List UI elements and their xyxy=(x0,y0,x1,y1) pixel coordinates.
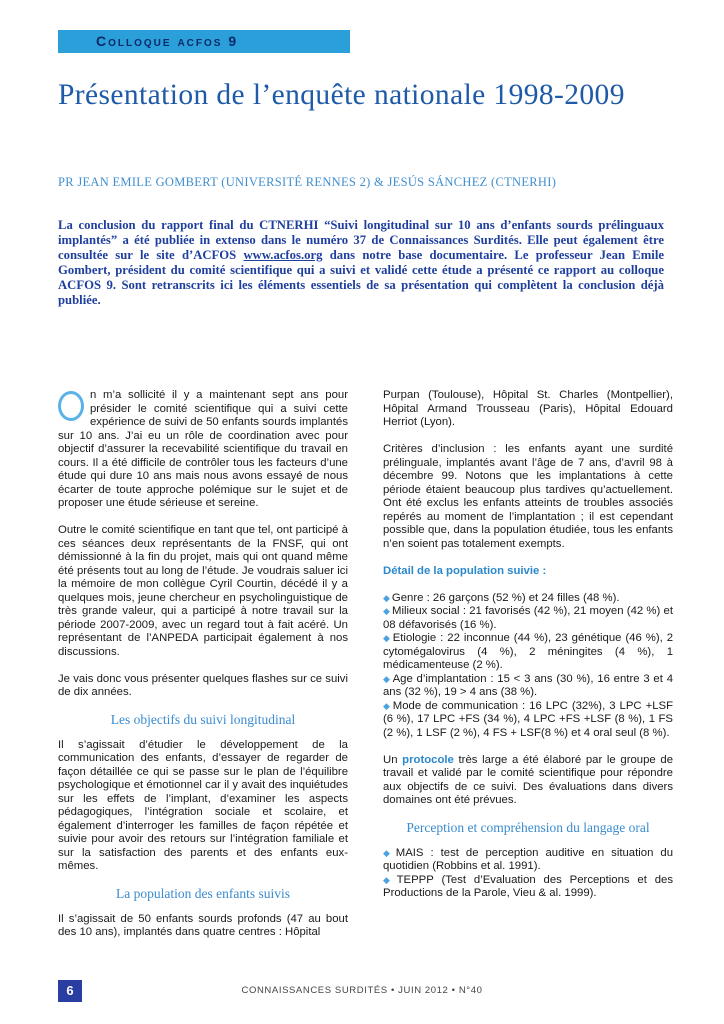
intro-text-2: dans notre base documentaire. Le professeur Jean Emile Gombert, président du comité scientifique qui a suivi et validé cette étude a présenté ce rapport au colloque ACFOS 9. Sont retranscrits ici les éléments essentiels de sa présentation qui complètent la conclusion déjà publiée. xyxy=(58,248,664,307)
bullet-list xyxy=(383,592,673,741)
paragraph-text: Un xyxy=(383,753,403,766)
diamond-bullet-icon: ◆ xyxy=(383,847,394,858)
list-item-text: TEPPP (Test d’Evaluation des Perceptions et des Productions de la Parole, Vieu & al. 1999). xyxy=(383,873,674,899)
list-item-text: Etiologie : 22 inconnue (44 %), 23 génétique (46 %), 2 cytomégalovirus (4 %), 2 méningites (4 %), 1 médicamenteuse (2 %). xyxy=(383,632,674,671)
paragraph: Il s’agissait d’étudier le développement de la communication des enfants, d’essayer de regarder de façon détaillée ce qui se passe sur le plan de l’équilibre psychologique et émotionnel car il y avait des inquiétudes sur les effets de l’implant, d’examiner les aspects pédagogiques, l’intégration sociale et scolaire, et également d’interroger les familles de façon répétée et suivie pour avoir des retours sur l’intégration familiale et sur la satisfaction des parents et des enfants eux-mêmes. xyxy=(58,738,348,872)
acfos-link[interactable]: www.acfos.org xyxy=(243,248,323,262)
paragraph: Purpan (Toulouse), Hôpital St. Charles (Montpellier), Hôpital Armand Trousseau (Paris), Hôpital Edouard Herriot (Lyon). xyxy=(383,389,673,428)
paragraph-text: très large a été élaboré par le groupe de travail et validé par le comité scientifique pour répondre aux objectifs de ce suivi. Des évaluations dans divers domaines ont été prévues. xyxy=(383,753,673,806)
dropcap-o-icon xyxy=(58,391,84,421)
list-item xyxy=(383,605,673,632)
page-title: Présentation de l’enquête nationale 1998-2009 xyxy=(58,79,625,111)
diamond-bullet-icon: ◆ xyxy=(383,673,391,684)
intro-paragraph xyxy=(58,218,664,308)
paragraph: Je vais donc vous présenter quelques flashes sur ce suivi de dix années. xyxy=(58,672,348,698)
section-heading: La population des enfants suivis xyxy=(116,886,290,901)
paragraph xyxy=(383,754,673,808)
list-item-text: Genre : 26 garçons (52 %) et 24 filles (48 %). xyxy=(391,591,620,604)
list-item-text: Mode de communication : 16 LPC (32%), 3 LPC +LSF (6 %), 17 LPC +FS (34 %), 4 LPC +FS +LSF (8 %), 1 FS (2 %), 1 LSF (2 %), 4 FS + LSF(8 %) et 4 oral seul (8 %). xyxy=(383,699,674,739)
list-item-text: MAIS : test de perception auditive en situation du quotidien (Robbins et al. 1991). xyxy=(383,846,674,872)
list-item xyxy=(383,592,673,606)
right-column xyxy=(383,389,673,901)
left-column xyxy=(58,389,348,953)
diamond-bullet-icon: ◆ xyxy=(383,592,390,603)
diamond-bullet-icon: ◆ xyxy=(383,700,391,711)
paragraph-text: n m’a sollicité il y a maintenant sept ans pour présider le comité scientifique qui a suivi cette expérience de suivi de 50 enfants sourds implantés sur 10 ans. J’ai eu un rôle de coordination avec pour objectif d’assurer la recevabilité scientifique du travail en cours. Il a été difficile de contrôler tous les facteurs d’une étude qui dure 10 ans mais nous avons essayé de nous écarter de toute approche polémique sur le sujet et de proposer une étude sérieuse et sereine. xyxy=(58,389,348,509)
paragraph: Outre le comité scientifique en tant que tel, ont participé à ces séances deux représentants de la FNSF, qui ont démissionné à la fin du projet, mais qui ont quand même été présents tout au long de l’étude. Je voudrais saluer ici la mémoire de mon collègue Cyril Courtin, décédé il y a quelques mois, jeune chercheur en psycholinguistique de très grande valeur, qui a participé à notre travail sur la période 2007-2009, avec un regard tout à fait acéré. Un représentant de l’ANPEDA participait également à nos discussions. xyxy=(58,524,348,658)
list-item xyxy=(383,700,673,741)
list-item-text: Milieux social : 21 favorisés (42 %), 21 moyen (42 %) et 08 défavorisés (16 %). xyxy=(383,605,674,631)
section-heading: Les objectifs du suivi longitudinal xyxy=(110,712,296,727)
bullet-list xyxy=(383,847,673,901)
subheading: Détail de la population suivie : xyxy=(383,564,547,577)
paragraph: Critères d’inclusion : les enfants ayant une surdité prélinguale, implantés avant l’âge de 7 ans, d’avril 98 à décembre 99. Notons que les implantations à cette période étaient beaucoup plus tardives qu’actuellement. Ont été exclus les enfants atteints de troubles associés repérés au moment de l’implantation ; il est cependant possible que, dans la population étudiée, tous les enfants n’en soient pas totalement exempts. xyxy=(383,443,673,550)
list-item xyxy=(383,632,673,673)
diamond-bullet-icon: ◆ xyxy=(383,874,395,885)
section-heading: Perception et compréhension du langage oral xyxy=(406,820,650,835)
diamond-bullet-icon: ◆ xyxy=(383,633,391,643)
paragraph: Il s’agissait de 50 enfants sourds profonds (47 au bout des 10 ans), implantés dans quatre centres : Hôpital xyxy=(58,912,348,938)
footer-text: CONNAISSANCES SURDITÉS • JUIN 2012 • N°40 xyxy=(241,985,483,996)
list-item-text: Age d’implantation : 15 < 3 ans (30 %), 16 entre 3 et 4 ans (32 %), 19 > 4 ans (38 %). xyxy=(383,672,673,698)
list-item xyxy=(383,847,673,874)
list-item xyxy=(383,874,673,901)
page-number: 6 xyxy=(58,980,82,1002)
intro-text-1: La conclusion du rapport final du CTNERHI “Suivi longitudinal sur 10 ans d’enfants sourds prélinguaux implantés” a été publiée in extenso dans le numéro 37 de Connaissances Surdités. Elle peut également être consultée sur le site d’ACFOS xyxy=(58,218,664,262)
diamond-bullet-icon: ◆ xyxy=(383,606,391,616)
paragraph xyxy=(58,389,348,511)
authors-line: PR JEAN EMILE GOMBERT (UNIVERSITÉ RENNES 2) & JESÚS SÁNCHEZ (CTNERHI) xyxy=(58,175,557,189)
section-banner: Colloque acfos 9 xyxy=(58,30,350,53)
list-item xyxy=(383,673,673,700)
keyword: protocole xyxy=(402,753,454,766)
